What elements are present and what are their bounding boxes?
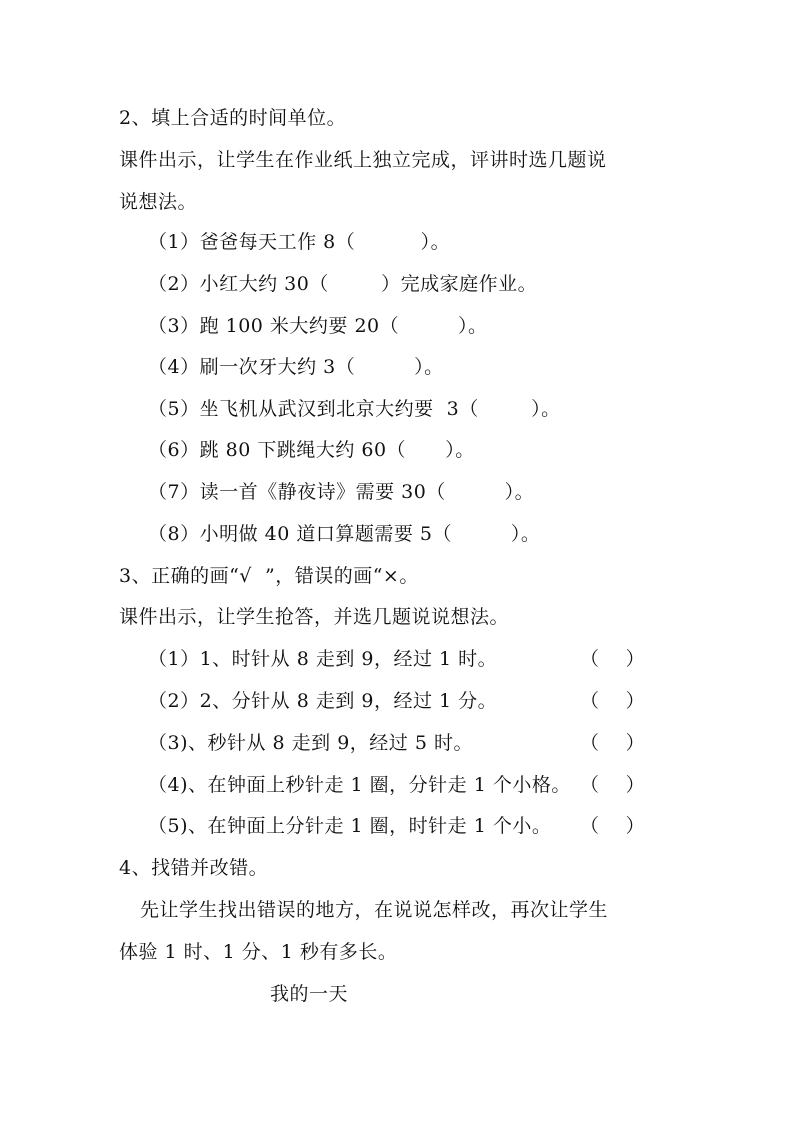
section3-item-2-text: （2）2、分针从 8 走到 9，经过 1 分。 [148,690,498,712]
section3-item-5-text: （5)、在钟面上分针走 1 圈，时针走 1 个小。 [148,815,552,837]
section4-heading: 4、找错并改错。 [119,857,269,879]
section2-intro-line1: 课件出示，让学生在作业纸上独立完成，评讲时选几题说 [119,149,607,171]
section2-item-3: （3）跑 100 米大约要 20（ ）。 [148,315,488,337]
section2-item-1: （1）爸爸每天工作 8（ ）。 [148,231,451,253]
section3-heading: 3、正确的画“√ ”，错误的画“×。 [119,565,419,587]
section3-item-2-bracket: （ ） [580,690,646,712]
section3-item-3-text: （3)、秒针从 8 走到 9，经过 5 时。 [148,732,473,754]
section3-item-1-text: （1）1、时针从 8 走到 9，经过 1 时。 [148,648,498,670]
section4-subtitle: 我的一天 [270,983,349,1005]
section4-intro-line1: 先让学生找出错误的地方，在说说怎样改，再次让学生 [140,899,609,921]
section4-intro-line2: 体验 1 时、1 分、1 秒有多长。 [119,941,398,963]
section3-item-4-text: （4)、在钟面上秒针走 1 圈，分针走 1 个小格。 [148,774,571,796]
section2-item-2: （2）小红大约 30（ ）完成家庭作业。 [148,273,538,295]
section2-intro-line2: 说想法。 [119,191,198,213]
section2-item-6: （6）跳 80 下跳绳大约 60（ ）。 [148,439,475,461]
section2-heading: 2、填上合适的时间单位。 [119,107,347,129]
section2-item-4: （4）刷一次牙大约 3（ ）。 [148,356,444,378]
section2-item-8: （8）小明做 40 道口算题需要 5（ ）。 [148,523,541,545]
section3-intro: 课件出示，让学生抢答，并选几题说说想法。 [119,606,510,628]
section2-item-7: （7）读一首《静夜诗》需要 30（ ）。 [148,481,535,503]
section3-item-3-bracket: （ ） [580,732,646,754]
section3-item-5-bracket: （ ） [580,815,646,837]
section3-item-4-bracket: （ ） [580,774,646,796]
section2-item-5: （5）坐飞机从武汉到北京大约要 3（ ）。 [148,398,561,420]
section3-item-1-bracket: （ ） [580,648,646,670]
